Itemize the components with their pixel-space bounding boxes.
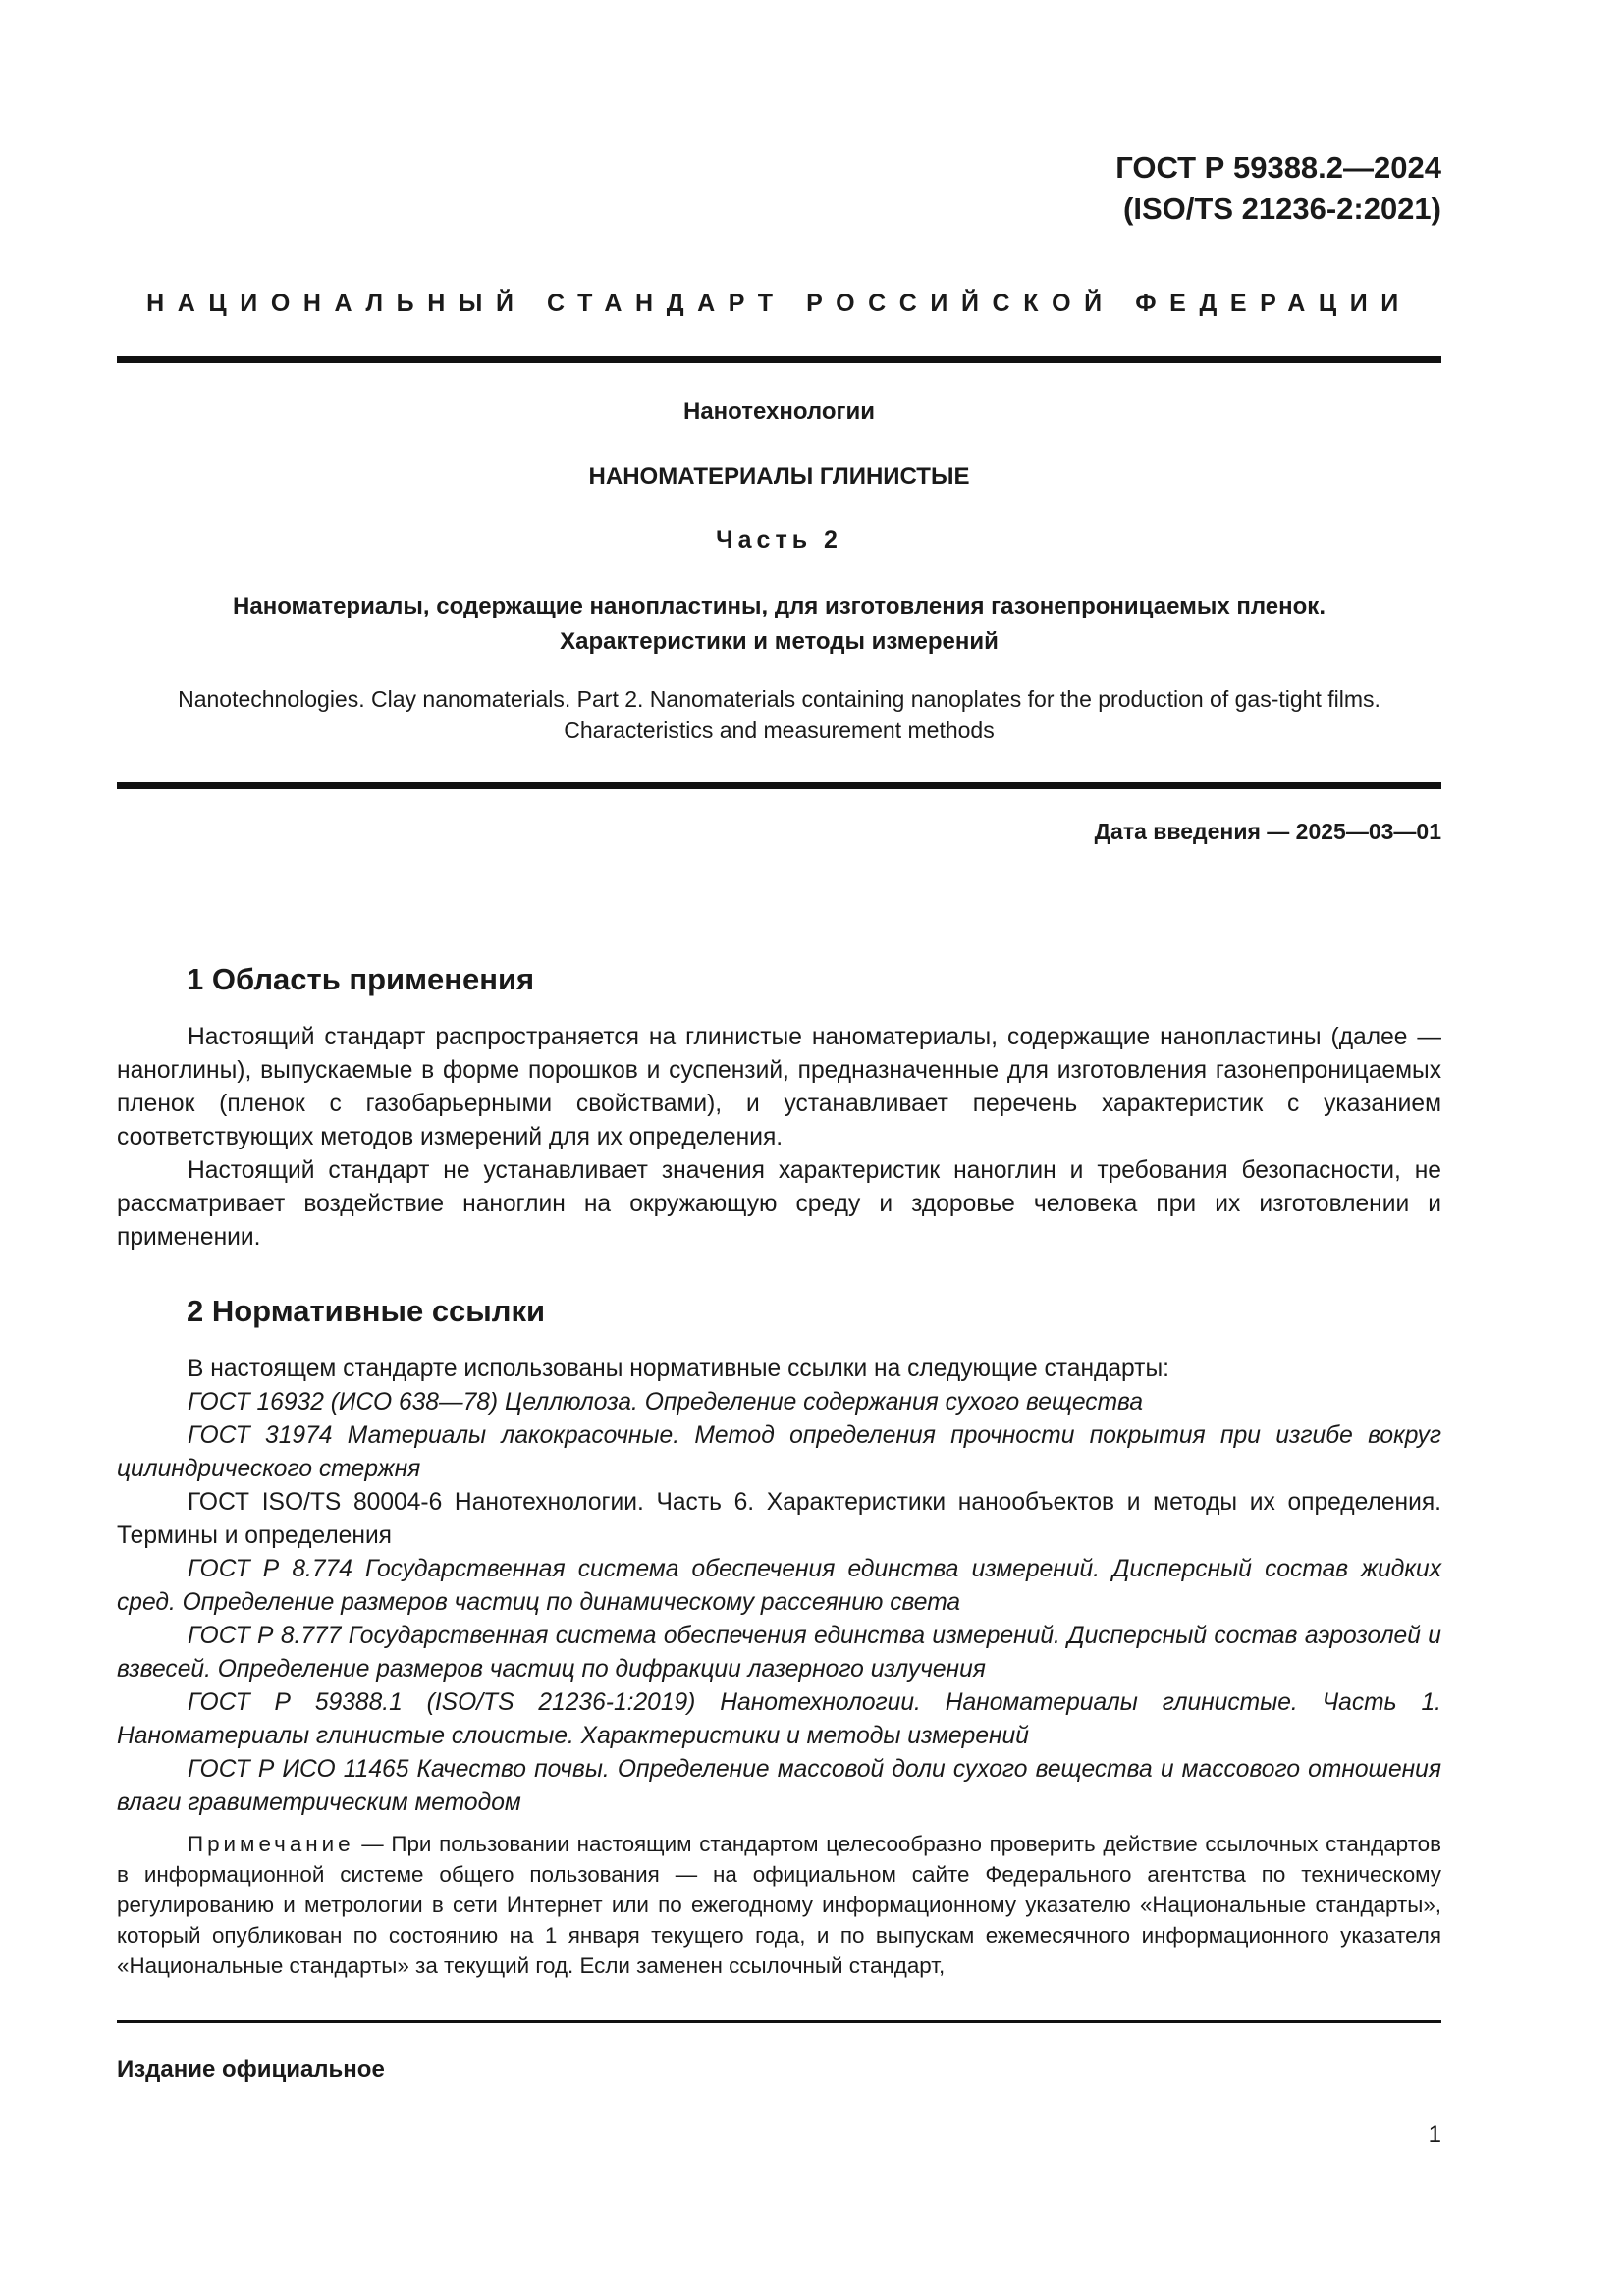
standard-code: ГОСТ Р 59388.2—2024: [1115, 150, 1441, 185]
national-standard-title: НАЦИОНАЛЬНЫЙ СТАНДАРТ РОССИЙСКОЙ ФЕДЕРАЦИИ: [146, 290, 1412, 317]
subtitle-line-1: Наноматериалы, содержащие нанопластины, для изготовления газонепроницаемых пленок.: [233, 593, 1326, 619]
field-title: Нанотехнологии: [682, 399, 876, 425]
introduction-date: Дата введения — 2025—03—01: [1094, 819, 1441, 844]
normative-reference: ГОСТ ISO/TS 80004-6 Нанотехнологии. Часть 6. Характеристики нанообъектов и методы их определения. Термины и определения: [117, 1489, 1441, 1549]
page-number: 1: [1428, 2121, 1441, 2148]
normative-reference: ГОСТ Р 8.777 Государственная система обеспечения единства измерений. Дисперсный состав аэрозолей и взвесей. Определение размеров частиц по дифракции лазерного излучения: [117, 1623, 1441, 1682]
normative-reference: ГОСТ Р ИСО 11465 Качество почвы. Определение массовой доли сухого вещества и массового отношения влаги гравиметрическим методом: [117, 1756, 1441, 1816]
section-1-body: [117, 1021, 1441, 1255]
standard-designation: [1115, 147, 1441, 230]
footer-divider: [117, 2020, 1441, 2023]
title-bottom-divider: [117, 782, 1441, 789]
official-edition-label: Издание официальное: [117, 2056, 385, 2083]
section-1-paragraph-1: Настоящий стандарт распространяется на глинистые наноматериалы, содержащие нанопластины (далее — наноглины), выпускаемые в форме порошков и суспензий, предназначенные для изготовления газонепроницаемых пленок (пленок с газобарьерными свойствами), и устанавливает перечень характеристик с указанием соответствующих методов измерений для их определения.: [117, 1024, 1441, 1150]
section-1-paragraph-2: Настоящий стандарт не устанавливает значения характеристик наноглин и требования безопасности, не рассматривает воздействие наноглин на окружающую среду и здоровье человека при их изготовлении и применении.: [117, 1157, 1441, 1251]
normative-reference: ГОСТ Р 8.774 Государственная система обеспечения единства измерений. Дисперсный состав жидких сред. Определение размеров частиц по динамическому рассеянию света: [117, 1556, 1441, 1616]
subtitle-line-2: Характеристики и методы измерений: [560, 628, 999, 655]
subtitle: [117, 589, 1441, 660]
normative-reference: ГОСТ 16932 (ИСО 638—78) Целлюлоза. Определение содержания сухого вещества: [188, 1389, 1144, 1415]
main-title: НАНОМАТЕРИАЛЫ ГЛИНИСТЫЕ: [588, 463, 970, 490]
english-title-line-2: Characteristics and measurement methods: [564, 718, 995, 743]
section-2-heading: 2 Нормативные ссылки: [187, 1294, 546, 1328]
top-divider: [117, 356, 1441, 363]
section-2-body: [117, 1353, 1441, 1820]
normative-reference: ГОСТ Р 59388.1 (ISO/TS 21236-1:2019) Нанотехнологии. Наноматериалы глинистые. Часть 1. Наноматериалы глинистые слоистые. Характеристики и методы измерений: [117, 1689, 1441, 1749]
note-text: — При пользовании настоящим стандартом целесообразно проверить действие ссылочных стандартов в информационной системе общего пользования — на официальном сайте Федерального агентства по техническому регулированию и метрологии в сети Интернет или по ежегодному информационному указателю «Национальные стандарты», который опубликован по состоянию на 1 января текущего года, и по выпускам ежемесячного информационного указателя «Национальные стандарты» за текущий год. Если заменен ссылочный стандарт,: [117, 1832, 1441, 1978]
section-2-intro: В настоящем стандарте использованы нормативные ссылки на следующие стандарты:: [188, 1356, 1169, 1382]
english-title: [117, 683, 1441, 746]
note-paragraph: [117, 1829, 1441, 1981]
normative-reference: ГОСТ 31974 Материалы лакокрасочные. Метод определения прочности покрытия при изгибе вокруг цилиндрического стержня: [117, 1422, 1441, 1482]
english-title-line-1: Nanotechnologies. Clay nanomaterials. Part 2. Nanomaterials containing nanoplates for the production of gas-tight films.: [178, 686, 1380, 712]
note-label: Примечание: [188, 1832, 354, 1856]
iso-code: (ISO/TS 21236-2:2021): [1123, 191, 1441, 226]
section-1-heading: 1 Область применения: [187, 962, 535, 996]
part-title: Часть 2: [716, 526, 842, 554]
